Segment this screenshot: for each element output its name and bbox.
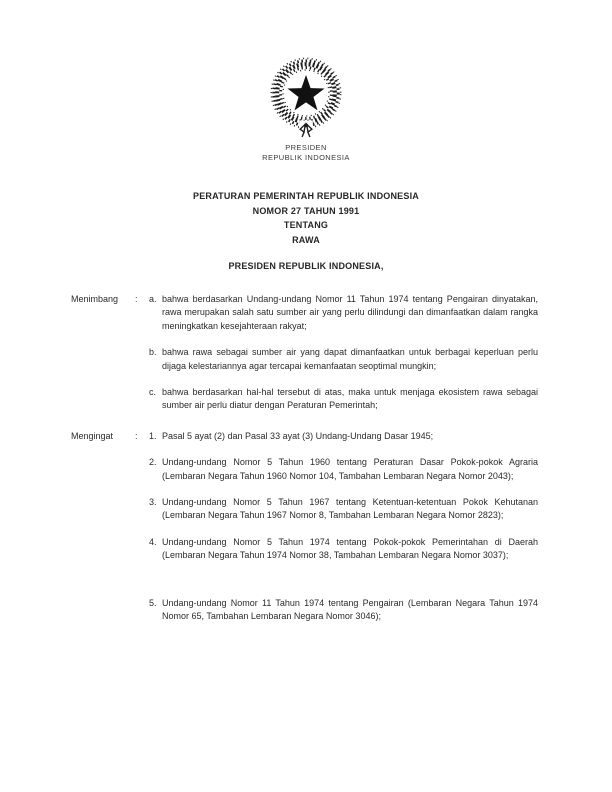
item-text: Undang-undang Nomor 5 Tahun 1974 tentang Pokok-pokok Pemerintahan di Daerah (Lembaran Negara Tahun 1974 Nomor 38, Tambahan Lembaran Negara Nomor 3037); <box>162 536 538 561</box>
list-item <box>149 386 538 413</box>
item-marker: 1. <box>149 430 157 441</box>
list-item <box>149 597 538 624</box>
title-line-tentang: TENTANG <box>283 220 329 230</box>
item-marker: 3. <box>149 497 157 508</box>
item-marker: b. <box>149 347 157 358</box>
item-marker: 2. <box>149 457 157 468</box>
list-item <box>149 293 538 333</box>
document-body <box>0 293 612 624</box>
document-title <box>0 189 612 247</box>
item-text: bahwa rawa sebagai sumber air yang dapat dimanfaatkan untuk berbagai keperluan perlu dijaga kelestariannya agar tercapai kemanfaatan seoptimal mungkin; <box>162 347 538 371</box>
title-line-subject: RAWA <box>292 234 320 245</box>
item-text: Pasal 5 ayat (2) dan Pasal 33 ayat (3) Undang-Undang Dasar 1945; <box>162 430 434 441</box>
section-colon: : <box>135 294 138 304</box>
section-label: Mengingat <box>71 430 114 441</box>
list-item <box>149 536 538 563</box>
section-colon: : <box>135 430 138 441</box>
item-text: Undang-undang Nomor 5 Tahun 1960 tentang Peraturan Dasar Pokok-pokok Agraria (Lembaran Negara Tahun 1960 Nomor 104, Tambahan Lembaran Negara Nomor 2043); <box>162 457 538 481</box>
item-text: Undang-undang Nomor 11 Tahun 1974 tentang Pengairan (Lembaran Negara Tahun 1974 Nomor 65, Tambahan Lembaran Negara Nomor 3046); <box>162 597 538 622</box>
item-text: Undang-undang Nomor 5 Tahun 1967 tentang Ketentuan-ketentuan Pokok Kehutanan (Lembaran Negara Tahun 1967 Nomor 8, Tambahan Lembaran Negara Nomor 2823); <box>162 497 538 521</box>
title-line-number: NOMOR 27 TAHUN 1991 <box>252 205 360 216</box>
item-marker: a. <box>149 294 157 304</box>
letterhead <box>0 0 612 163</box>
list-item <box>149 346 538 373</box>
salutation: PRESIDEN REPUBLIK INDONESIA, <box>228 261 384 271</box>
list-item <box>149 430 538 443</box>
item-text: bahwa berdasarkan Undang-undang Nomor 11 Tahun 1974 tentang Pengairan dinyatakan, rawa merupakan salah satu sumber air yang perlu dilindungi dan dimanfaatkan dalam rangka meningkatkan kesejahteraan rakyat; <box>162 294 538 331</box>
list-item <box>149 496 538 523</box>
star-icon <box>287 75 324 110</box>
section-mengingat <box>71 430 538 624</box>
item-marker: 5. <box>149 597 157 608</box>
section-items <box>149 430 538 624</box>
item-text: bahwa berdasarkan hal-hal tersebut di atas, maka untuk menjaga ekosistem rawa sebagai sumber air perlu diatur dengan Peraturan Pemerintah; <box>162 387 538 411</box>
item-marker: c. <box>149 387 157 398</box>
item-marker: 4. <box>149 536 157 547</box>
org-name-republik-indonesia: REPUBLIK INDONESIA <box>262 153 350 162</box>
title-line-regulation: PERATURAN PEMERINTAH REPUBLIK INDONESIA <box>193 191 419 201</box>
list-item <box>149 456 538 483</box>
presidential-star-emblem-icon <box>257 52 355 138</box>
section-label: Menimbang <box>71 294 119 304</box>
section-items <box>149 293 538 413</box>
org-name-presiden: PRESIDEN <box>285 143 327 152</box>
section-menimbang <box>71 293 538 413</box>
